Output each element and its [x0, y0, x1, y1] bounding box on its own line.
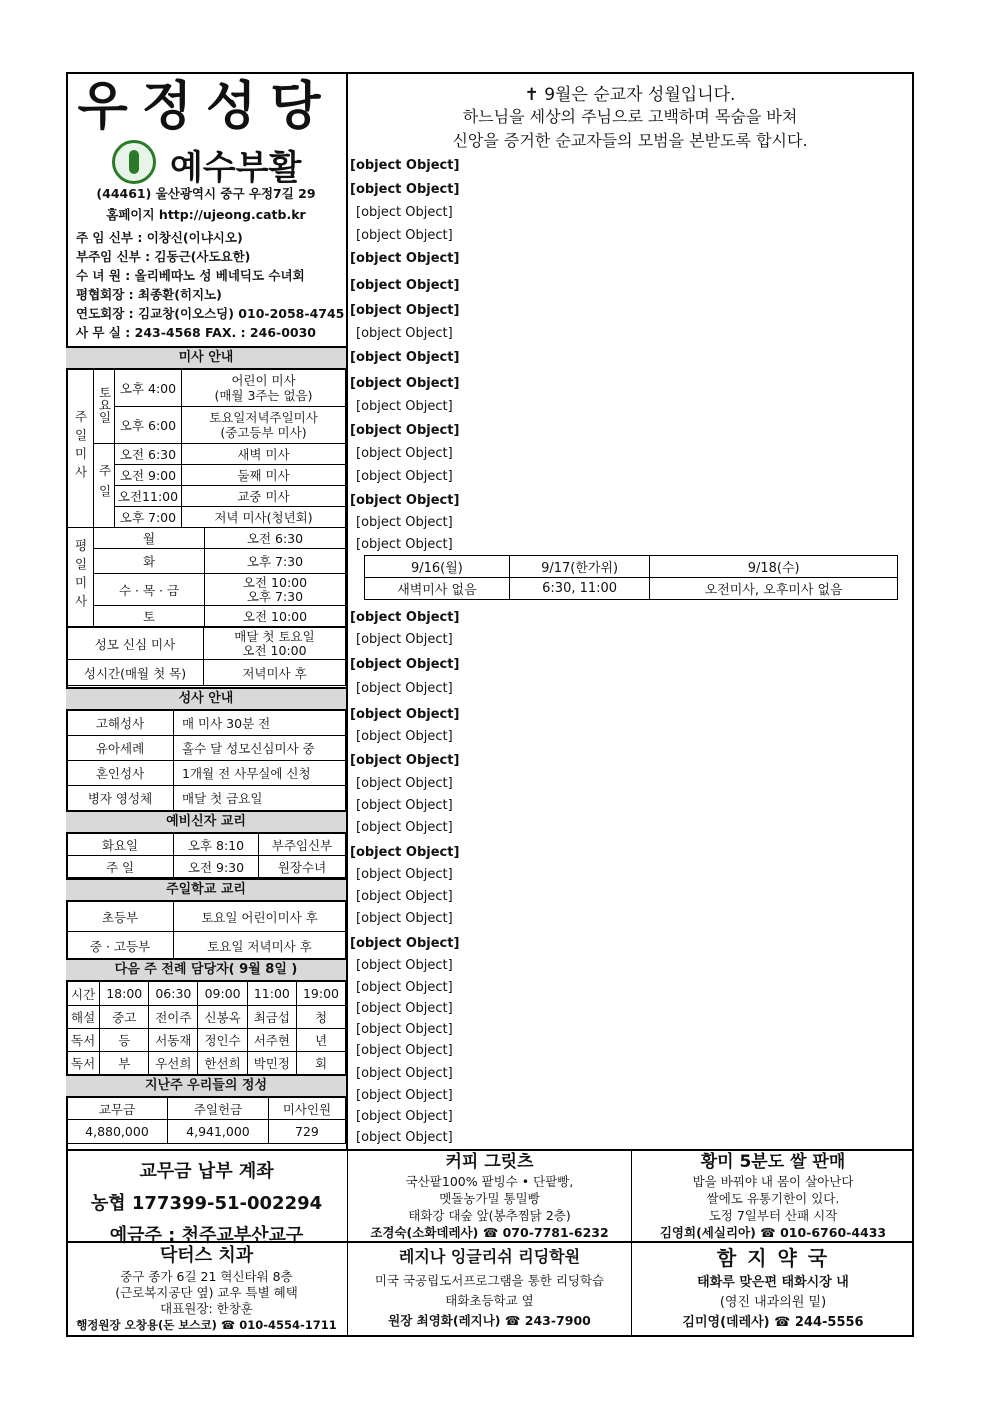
notice-heading: [object Object] — [350, 303, 460, 318]
ad-dental: 닥터스 치과 중구 종가 6길 21 혁신타워 8층 (근로복지공단 옆) 교우 특별 혜택 대표원장: 한창훈 행정원장 오창용(돈 보스코) ☎ 010-4554-1711 — [66, 1241, 348, 1337]
duty-table — [66, 981, 346, 1075]
notice-bullet: [object Object] — [356, 205, 453, 220]
duty-cell: 회 — [296, 1052, 345, 1075]
notice-bullet: [object Object] — [356, 729, 453, 744]
notice-bullet: [object Object] — [356, 681, 453, 696]
notice-bullet: [object Object] — [356, 1109, 453, 1124]
sacrament-value: 매달 첫 금요일 — [174, 786, 346, 811]
duty-cell: 전이주 — [149, 1006, 198, 1029]
sunday-school-header: 주일학교 교리 — [66, 878, 346, 901]
weekday: 화 — [94, 549, 205, 574]
sacrament-table — [66, 710, 346, 811]
sacrament-header: 성사 안내 — [66, 687, 346, 710]
sunday-label: 주일 — [97, 463, 112, 505]
weekday-time: 오전 10:00 오후 7:30 — [205, 574, 346, 606]
sacrament-value: 홀수 달 성모신심미사 중 — [174, 736, 346, 761]
duty-cell: 09:00 — [198, 982, 247, 1006]
prayer-val: 새벽미사 없음 — [365, 578, 510, 600]
offering-value: 4,941,000 — [167, 1120, 268, 1144]
prayer-col: 9/18(수) — [650, 556, 898, 578]
extra-value: 저녁미사 후 — [204, 660, 346, 686]
notice-bullet: [object Object] — [356, 326, 453, 341]
notice-bullet: [object Object] — [356, 776, 453, 791]
ad-rice: 황미 5분도 쌀 판매 밥을 바꿔야 내 몸이 살아난다 쌀에도 유통기한이 있다. 도정 7일부터 산패 시작 김영희(세실리아) ☎ 010-6760-4433 — [632, 1149, 914, 1241]
notice-bullet: [object Object] — [356, 399, 453, 414]
duty-cell: 시간 — [67, 982, 100, 1006]
duty-cell: 신봉옥 — [198, 1006, 247, 1029]
duty-cell: 독서 — [67, 1029, 100, 1052]
staff-line: 부주임 신부 : 김동근(사도요한) — [76, 249, 251, 264]
notice-bullet: [object Object] — [356, 1088, 453, 1103]
weekday: 토 — [94, 606, 205, 627]
prayer-mass-table — [364, 555, 898, 600]
headline-3: 신앙을 증거한 순교자들의 모범을 본받도록 합시다. — [452, 131, 808, 150]
catechumen-who: 부주임신부 — [259, 834, 346, 856]
weekday-mass-label: 평일미사 — [73, 538, 88, 613]
sunday-mass-label: 주일미사 — [67, 370, 94, 528]
duty-cell: 년 — [296, 1029, 345, 1052]
notice-bullet: [object Object] — [356, 446, 453, 461]
weekday-time: 오전 10:00 — [205, 606, 346, 627]
notice-bullet: [object Object] — [356, 1043, 453, 1058]
sacrament-value: 1개월 전 사무실에 신청 — [174, 761, 346, 786]
prayer-col: 9/17(한가위) — [509, 556, 650, 578]
duty-cell: 19:00 — [296, 982, 345, 1006]
notice-heading: [object Object] — [350, 753, 460, 768]
catechumen-day: 주 일 — [67, 856, 174, 878]
parish-subtitle: 예수부활 — [170, 148, 302, 188]
notice-bullet: [object Object] — [356, 911, 453, 926]
prayer-val: 오전미사, 오후미사 없음 — [650, 578, 898, 600]
notice-bullet: [object Object] — [356, 820, 453, 835]
notice-heading: [object Object] — [350, 158, 460, 173]
duty-cell: 청 — [296, 1006, 345, 1029]
mass-header: 미사 안내 — [66, 346, 346, 369]
notice-bullet: [object Object] — [356, 537, 453, 552]
offering-header: 지난주 우리들의 정성 — [66, 1074, 346, 1097]
notice-heading: [object Object] — [350, 493, 460, 508]
notice-bullet: [object Object] — [356, 515, 453, 530]
notice-bullet: [object Object] — [356, 798, 453, 813]
school-value: 토요일 저녁미사 후 — [174, 932, 346, 960]
notice-heading: [object Object] — [350, 423, 460, 438]
ad-account: 교무금 납부 계좌 농협 177399-51-002294 예금주 : 천주교부산교구 — [66, 1149, 348, 1241]
extra-value: 매달 첫 토요일 오전 10:00 — [204, 628, 346, 660]
notice-bullet: [object Object] — [356, 1066, 453, 1081]
duty-cell: 최금섭 — [247, 1006, 296, 1029]
weekday: 월 — [94, 528, 205, 549]
mass-time: 오전 6:30 — [115, 444, 182, 465]
staff-line: 평협회장 : 최종환(히지노) — [76, 287, 222, 302]
duty-cell: 06:30 — [149, 982, 198, 1006]
offering-value: 4,880,000 — [67, 1120, 168, 1144]
weekday-time: 오전 6:30 — [205, 528, 346, 549]
mass-table — [66, 369, 346, 528]
duty-cell: 서주현 — [247, 1029, 296, 1052]
sacrament-label: 유아세례 — [67, 736, 174, 761]
address: (44461) 울산광역시 중구 우정7길 29 — [96, 186, 316, 201]
notice-heading: [object Object] — [350, 251, 460, 266]
duty-cell: 등 — [100, 1029, 149, 1052]
duty-cell: 한선희 — [198, 1052, 247, 1075]
offering-table — [66, 1097, 346, 1144]
duty-cell: 정인수 — [198, 1029, 247, 1052]
notice-heading: [object Object] — [350, 376, 460, 391]
notice-bullet: [object Object] — [356, 632, 453, 647]
catechumen-time: 오후 8:10 — [174, 834, 259, 856]
offering-col: 미사인원 — [268, 1098, 345, 1120]
notice-bullet: [object Object] — [356, 867, 453, 882]
duty-cell: 박민정 — [247, 1052, 296, 1075]
duty-cell: 독서 — [67, 1052, 100, 1075]
weekday-mass-table — [66, 527, 346, 627]
weekday: 수 · 목 · 금 — [94, 574, 205, 606]
notice-bullet: [object Object] — [356, 980, 453, 995]
notice-bullet: [object Object] — [356, 889, 453, 904]
duty-cell: 중고 — [100, 1006, 149, 1029]
duty-cell: 부 — [100, 1052, 149, 1075]
homepage-link[interactable]: 홈페이지 http://ujeong.catb.kr — [106, 207, 306, 222]
prayer-col: 9/16(월) — [365, 556, 510, 578]
notice-heading: [object Object] — [350, 350, 460, 365]
mass-time: 오전 9:00 — [115, 465, 182, 486]
ad-academy: 레지나 잉글리쉬 리딩학원 미국 국공립도서프로그램을 통한 리딩학습 태화초등학교 옆 원장 최영화(레지나) ☎ 243-7900 — [348, 1241, 632, 1337]
notice-heading: [object Object] — [350, 610, 460, 625]
catechumen-table — [66, 833, 346, 878]
sacrament-label: 병자 영성체 — [67, 786, 174, 811]
staff-line: 사 무 실 : 243-4568 FAX. : 246-0030 — [76, 325, 316, 340]
weekday-time: 오후 7:30 — [205, 549, 346, 574]
school-label: 초등부 — [67, 902, 174, 932]
notice-heading: [object Object] — [350, 182, 460, 197]
mass-name: 둘째 미사 — [182, 465, 346, 486]
duty-cell: 우선희 — [149, 1052, 198, 1075]
duty-cell: 18:00 — [100, 982, 149, 1006]
mass-name: 새벽 미사 — [182, 444, 346, 465]
notice-heading: [object Object] — [350, 707, 460, 722]
mass-time: 오전11:00 — [115, 486, 182, 507]
school-value: 토요일 어린이미사 후 — [174, 902, 346, 932]
catechumen-day: 화요일 — [67, 834, 174, 856]
parish-logo-icon — [112, 140, 156, 184]
column-divider — [346, 72, 348, 1150]
staff-line: 주 임 신부 : 이창신(이냐시오) — [76, 230, 243, 245]
mass-time: 오후 6:00 — [115, 407, 182, 444]
parish-title: 우정성당 — [77, 76, 335, 137]
duty-cell: 서동재 — [149, 1029, 198, 1052]
sacrament-value: 매 미사 30분 전 — [174, 711, 346, 736]
staff-line: 연도회장 : 김교창(이오스딩) 010-2058-4745 — [76, 306, 345, 321]
headline-2: 하느님을 세상의 주님으로 고백하며 목숨을 바쳐 — [462, 107, 798, 126]
offering-col: 주일헌금 — [167, 1098, 268, 1120]
mass-name: 토요일저녁주일미사 (중고등부 미사) — [182, 407, 346, 444]
ad-pharmacy: 함 지 약 국 태화루 맞은편 태화시장 내 (영진 내과의원 밑) 김미영(데레사) ☎ 244-5556 — [632, 1241, 914, 1337]
notice-heading: [object Object] — [350, 278, 460, 293]
sunday-school-table — [66, 901, 346, 960]
extra-label: 성시간(매월 첫 목) — [67, 660, 204, 686]
duty-cell: 해설 — [67, 1006, 100, 1029]
duty-cell: 11:00 — [247, 982, 296, 1006]
mass-time: 오후 4:00 — [115, 370, 182, 407]
mass-name: 교중 미사 — [182, 486, 346, 507]
extra-label: 성모 신심 미사 — [67, 628, 204, 660]
offering-col: 교무금 — [67, 1098, 168, 1120]
mass-time: 오후 7:00 — [115, 507, 182, 528]
staff-line: 수 녀 원 : 올리베따노 성 베네딕도 수녀회 — [76, 268, 305, 283]
notice-heading: [object Object] — [350, 845, 460, 860]
catechumen-who: 원장수녀 — [259, 856, 346, 878]
sacrament-label: 혼인성사 — [67, 761, 174, 786]
notice-bullet: [object Object] — [356, 469, 453, 484]
sacrament-label: 고해성사 — [67, 711, 174, 736]
headline-1: ✝ 9월은 순교자 성월입니다. — [524, 85, 736, 105]
mass-name: 저녁 미사(청년회) — [182, 507, 346, 528]
catechumen-time: 오전 9:30 — [174, 856, 259, 878]
notice-bullet: [object Object] — [356, 1130, 453, 1145]
catechumen-header: 예비신자 교리 — [66, 810, 346, 833]
saturday-label: 토요일 — [97, 386, 112, 424]
notice-heading: [object Object] — [350, 936, 460, 951]
ad-coffee: 커피 그릿츠 국산팥100% 팥빙수 • 단팥빵, 멧돌농가밀 통밀빵 태화강 대숲 앞(봉추찜닭 2층) 조경숙(소화데레사) ☎ 070-7781-6232 — [348, 1149, 632, 1241]
notice-bullet: [object Object] — [356, 958, 453, 973]
mass-name: 어린이 미사 (매월 3주는 없음) — [182, 370, 346, 407]
school-label: 중 · 고등부 — [67, 932, 174, 960]
extra-mass-table — [66, 627, 346, 686]
notice-bullet: [object Object] — [356, 228, 453, 243]
prayer-val: 6:30, 11:00 — [509, 578, 650, 600]
notice-bullet: [object Object] — [356, 1001, 453, 1016]
duty-header: 다음 주 전례 담당자( 9월 8일 ) — [66, 958, 346, 981]
notice-bullet: [object Object] — [356, 1022, 453, 1037]
offering-value: 729 — [268, 1120, 345, 1144]
notice-heading: [object Object] — [350, 657, 460, 672]
